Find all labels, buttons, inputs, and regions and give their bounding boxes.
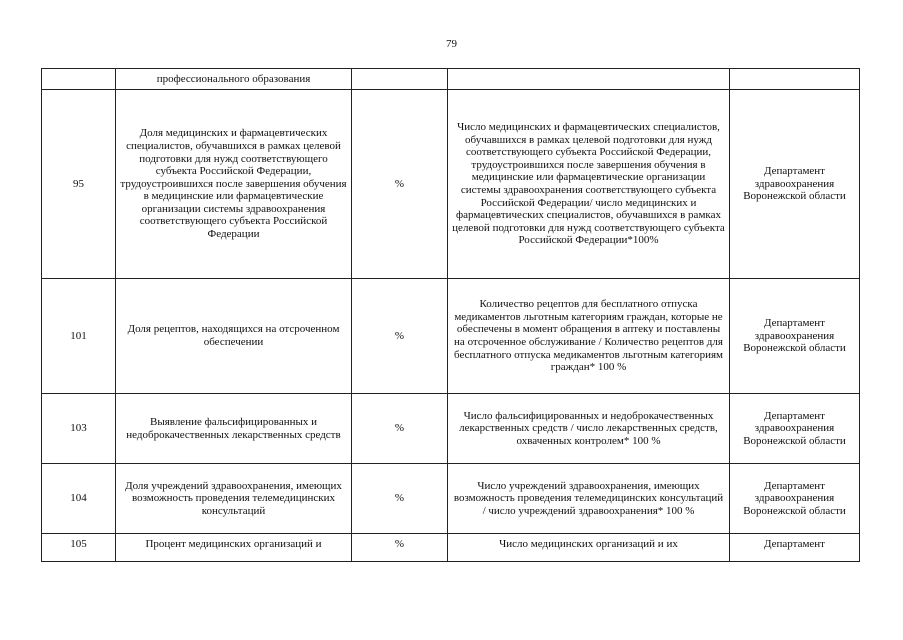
table-row: [42, 534, 860, 562]
indicator-name-cell: профессионального образования: [116, 69, 352, 90]
table-row: [42, 90, 860, 279]
row-number-cell: 101: [42, 279, 116, 394]
unit-cell: %: [352, 534, 448, 562]
unit-cell: [352, 69, 448, 90]
indicator-name-cell: Выявление фальсифицированных и недоброкачественных лекарственных средств: [116, 394, 352, 464]
indicators-table: [41, 68, 860, 562]
responsible-cell: Департамент здравоохранения Воронежской области: [730, 90, 860, 279]
page-number: 79: [446, 38, 457, 50]
formula-cell: [448, 69, 730, 90]
indicator-name-cell: Доля учреждений здравоохранения, имеющих возможность проведения телемедицинских консультаций: [116, 464, 352, 534]
formula-cell: Число учреждений здравоохранения, имеющих возможность проведения телемедицинских консультаций / число учреждений здравоохранения* 100 %: [448, 464, 730, 534]
row-number-cell: 103: [42, 394, 116, 464]
table-row: [42, 279, 860, 394]
row-number-cell: 105: [42, 534, 116, 562]
formula-cell: Число медицинских организаций и их: [448, 534, 730, 562]
indicator-name-cell: Доля рецептов, находящихся на отсроченном обеспечении: [116, 279, 352, 394]
responsible-cell: Департамент: [730, 534, 860, 562]
row-number-cell: 104: [42, 464, 116, 534]
responsible-cell: Департамент здравоохранения Воронежской области: [730, 394, 860, 464]
table-row: [42, 464, 860, 534]
table-row: [42, 69, 860, 90]
responsible-cell: [730, 69, 860, 90]
unit-cell: %: [352, 464, 448, 534]
formula-cell: Число фальсифицированных и недоброкачественных лекарственных средств / число лекарственных средств, охваченных контролем* 100 %: [448, 394, 730, 464]
unit-cell: %: [352, 279, 448, 394]
row-number-cell: 95: [42, 90, 116, 279]
unit-cell: %: [352, 394, 448, 464]
formula-cell: Число медицинских и фармацевтических специалистов, обучавшихся в рамках целевой подготовки для нужд соответствующего субъекта Российской Федерации, трудоустроившихся после завершения обучения в медицинские или фармацевтические организации системы здравоохранения соответствующего субъекта Российской Федерации/ число медицинских и фармацевтических специалистов, обучавшихся в рамках целевой подготовки для нужд соответствующего субъекта Российской Федерации*100%: [448, 90, 730, 279]
table-row: [42, 394, 860, 464]
indicator-name-cell: Процент медицинских организаций и: [116, 534, 352, 562]
indicator-name-cell: Доля медицинских и фармацевтических специалистов, обучавшихся в рамках целевой подготовки для нужд соответствующего субъекта Российской Федерации, трудоустроившихся после завершения обучения в медицинские или фармацевтические организации системы здравоохранения соответствующего субъекта Российской Федерации: [116, 90, 352, 279]
row-number-cell: [42, 69, 116, 90]
formula-cell: Количество рецептов для бесплатного отпуска медикаментов льготным категориям граждан, которые не обеспечены в момент обращения в аптеку и поставлены на отсроченное обслуживание / Количество рецептов для бесплатного отпуска медикаментов льготным категориям граждан* 100 %: [448, 279, 730, 394]
unit-cell: %: [352, 90, 448, 279]
responsible-cell: Департамент здравоохранения Воронежской области: [730, 279, 860, 394]
responsible-cell: Департамент здравоохранения Воронежской области: [730, 464, 860, 534]
